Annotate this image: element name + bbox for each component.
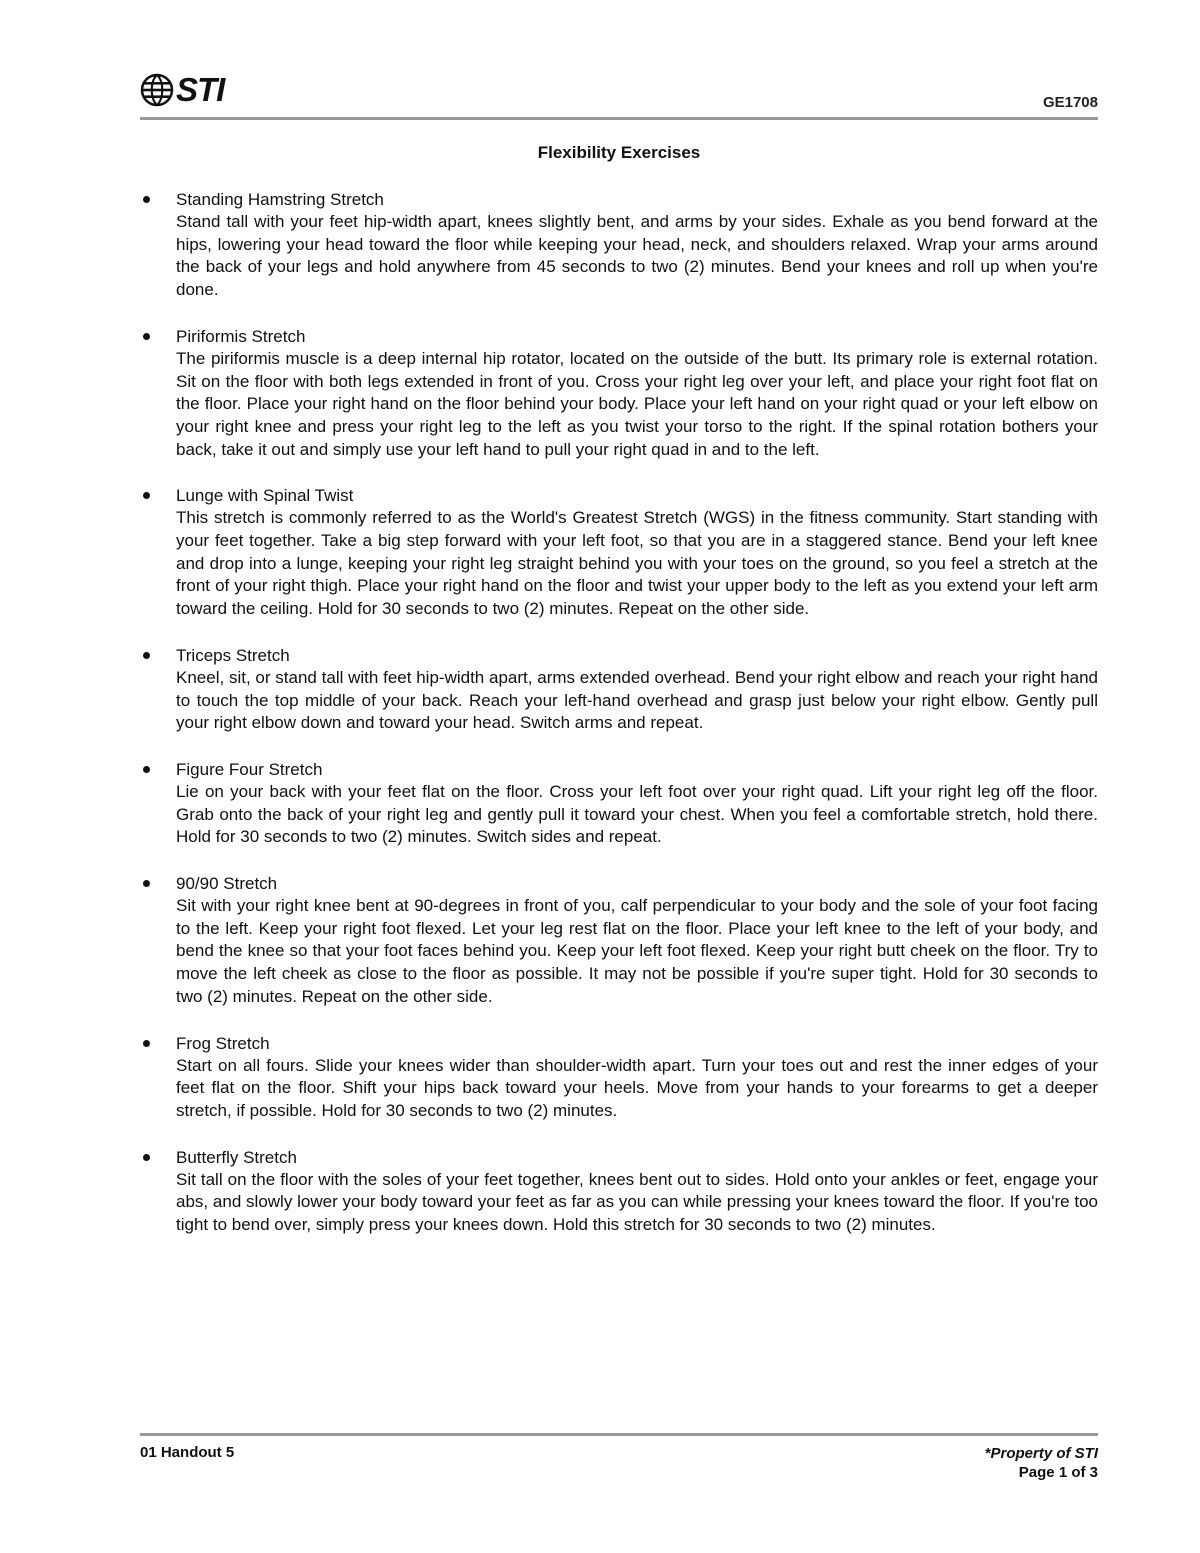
- bullet-icon: [143, 333, 150, 340]
- list-item: [140, 188, 1098, 302]
- bullet-icon: [143, 766, 150, 773]
- sti-globe-icon: [140, 73, 174, 107]
- exercise-name: Triceps Stretch: [176, 645, 290, 665]
- logo-wordmark: STI: [176, 71, 225, 108]
- bullet-icon: [143, 1154, 150, 1161]
- exercise-name: Lunge with Spinal Twist: [176, 486, 354, 506]
- list-item: [140, 484, 1098, 621]
- exercise-name: Standing Hamstring Stretch: [176, 190, 384, 209]
- page-title: Flexibility Exercises: [537, 143, 701, 162]
- exercise-description: Start on all fours. Slide your knees wider than shoulder-width apart. Turn your toes out and rest the inner edges of your feet flat on the floor. Shift your hips back toward your heels. Move from your hands to your forearms to get a deeper stretch, if possible. Hold for 30 seconds to two (2) minutes.: [176, 1055, 1098, 1120]
- exercise-description: Stand tall with your feet hip-width apart, knees slightly bent, and arms by your sides. Exhale as you bend forward at the hips, lowering your head toward the floor while keeping your head, neck, and shoulders relaxed. Wrap your arms around the back of your legs and hold anywhere from 45 seconds to two (2) minutes. Bend your knees and roll up when you're done.: [176, 212, 1098, 300]
- bullet-icon: [143, 492, 150, 499]
- handout-label: 01 Handout 5: [140, 1444, 235, 1461]
- bullet-icon: [143, 880, 150, 887]
- bullet-icon: [143, 652, 150, 659]
- exercise-description: Sit with your right knee bent at 90-degrees in front of you, calf perpendicular to your body and the sole of your foot facing to the left. Keep your right foot flexed. Let your leg rest flat on the floor. Place your left knee to the left of your body, and bend the knee so that your foot faces behind you. Keep your left foot flexed. Keep your right butt cheek on the floor. Try to move the left cheek as close to the floor as possible. It may not be possible if you're super tight. Hold for 30 seconds to two (2) minutes. Repeat on the other side.: [176, 896, 1098, 1006]
- exercise-name: 90/90 Stretch: [176, 874, 278, 894]
- exercise-name: Butterfly Stretch: [176, 1147, 297, 1167]
- exercise-name: Piriformis Stretch: [176, 326, 306, 346]
- exercise-description: Lie on your back with your feet flat on the floor. Cross your left foot over your right quad. Lift your right leg off the floor. Grab onto the back of your right leg and gently pull it toward your chest. When you feel a comfortable stretch, hold there. Hold for 30 seconds to two (2) minutes. Switch sides and repeat.: [176, 781, 1098, 847]
- header-divider: [140, 117, 1098, 120]
- exercise-name: Figure Four Stretch: [176, 759, 323, 779]
- exercise-description: Kneel, sit, or stand tall with feet hip-width apart, arms extended overhead. Bend your right elbow and reach your right hand to touch the top middle of your back. Reach your left-hand overhead and grasp just below your right elbow. Gently pull your right elbow down and toward your head. Switch arms and repeat.: [176, 667, 1098, 733]
- footer-right: [985, 1444, 1098, 1482]
- bullet-icon: [143, 1040, 150, 1047]
- exercise-description: Sit tall on the floor with the soles of your feet together, knees bent out to sides. Hold onto your ankles or feet, engage your abs, and slowly lower your body toward your feet as far as you can while pressing your knees toward the floor. If you're too tight to bend over, simply press your knees down. Hold this stretch for 30 seconds to two (2) minutes.: [176, 1169, 1098, 1235]
- footer-divider: [140, 1433, 1098, 1436]
- list-item: [140, 1032, 1098, 1123]
- exercise-description: The piriformis muscle is a deep internal hip rotator, located on the outside of the butt. Its primary role is external rotation. Sit on the floor with both legs extended in front of you. Cross your right leg over your left, and place your right foot flat on the floor. Place your right hand on the floor behind your body. Place your left hand on your right quad or your left elbow on your right knee and press your right leg to the left as you twist your torso to the right. If the spinal rotation bothers your back, take it out and simply use your left hand to pull your right quad in and to the left.: [176, 348, 1098, 459]
- page-number: Page 1 of 3: [1018, 1464, 1098, 1481]
- exercise-name: Frog Stretch: [176, 1033, 270, 1053]
- document-code: GE1708: [1042, 94, 1098, 111]
- exercise-description: This stretch is commonly referred to as the World's Greatest Stretch (WGS) in the fitness community. Start standing with your feet together. Take a big step forward with your left foot, so that you are in a staggered stance. Bend your left knee and drop into a lunge, keeping your right leg straight behind you with your toes on the ground, so you feel a stretch at the front of your right thigh. Place your right hand on the floor and twist your upper body to the left as you extend your left arm toward the ceiling. Hold for 30 seconds to two (2) minutes. Repeat on the other side.: [176, 508, 1098, 619]
- property-notice: *Property of STI: [984, 1445, 1098, 1462]
- list-item: [140, 872, 1098, 1009]
- list-item: [140, 758, 1098, 849]
- bullet-icon: [143, 196, 150, 203]
- list-item: [140, 1146, 1098, 1237]
- list-item: [140, 325, 1098, 462]
- exercise-list: [140, 188, 1098, 1260]
- sti-logo: [140, 72, 224, 108]
- list-item: [140, 644, 1098, 735]
